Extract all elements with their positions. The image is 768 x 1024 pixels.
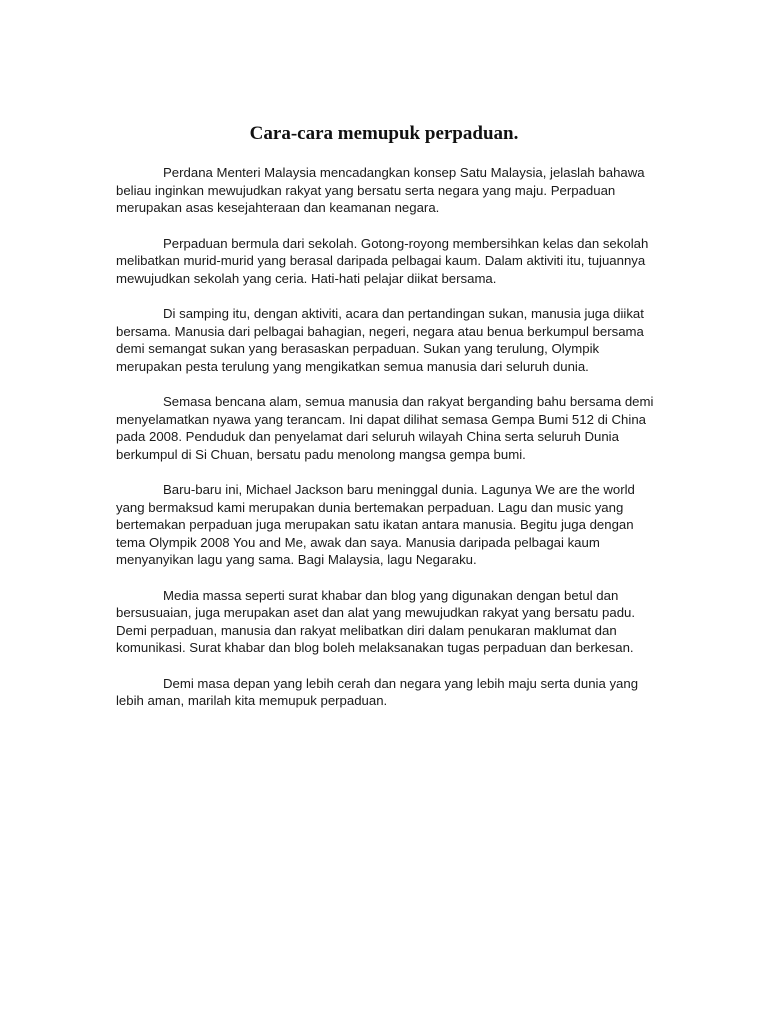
paragraph-line: bersusuaian, juga merupakan aset dan alat yang mewujudkan rakyat yang bersatu padu.: [116, 605, 636, 620]
paragraph-line: Perpaduan bermula dari sekolah. Gotong-royong membersihkan kelas dan sekolah: [163, 235, 649, 251]
paragraph-line: Semasa bencana alam, semua manusia dan rakyat berganding bahu bersama demi: [163, 394, 654, 409]
paragraph-2: [116, 235, 656, 288]
paragraph-3: [116, 305, 656, 375]
paragraph-1: [116, 164, 656, 217]
paragraph-line: merupakan pesta terulung yang mengikatkan semua manusia dari seluruh dunia.: [116, 358, 589, 374]
paragraph-line: bersama. Manusia dari pelbagai bahagian, negeri, negara atau benua berkumpul bersama: [116, 323, 644, 339]
paragraph-line: merupakan asas kesejahteraan dan keamanan negara.: [116, 200, 440, 215]
paragraph-line: Baru-baru ini, Michael Jackson baru meninggal dunia. Lagunya We are the world: [163, 482, 635, 497]
paragraph-line: bertemakan perpaduan juga merupakan satu ikatan antara manusia. Begitu juga dengan: [116, 517, 634, 532]
paragraph-6: [116, 587, 656, 657]
paragraph-4: [116, 393, 656, 463]
paragraph-line: Di samping itu, dengan aktiviti, acara dan pertandingan sukan, manusia juga diikat: [163, 306, 644, 321]
paragraph-line: Perdana Menteri Malaysia mencadangkan konsep Satu Malaysia, jelaslah bahawa: [163, 165, 645, 180]
paragraph-line: tema Olympik 2008 You and Me, awak dan saya. Manusia daripada pelbagai kaum: [116, 534, 600, 550]
paragraph-line: Demi masa depan yang lebih cerah dan negara yang lebih maju serta dunia yang: [163, 675, 639, 691]
paragraph-line: pada 2008. Penduduk dan penyelamat dari seluruh wilayah China serta seluruh Dunia: [116, 429, 619, 444]
document-body: [116, 164, 656, 728]
paragraph-line: Demi perpaduan, manusia dan rakyat melibatkan diri dalam penukaran maklumat dan: [116, 622, 617, 638]
paragraph-line: lebih aman, marilah kita memupuk perpaduan.: [116, 693, 388, 708]
paragraph-line: Media massa seperti surat khabar dan blog yang digunakan dengan betul dan: [163, 587, 619, 603]
paragraph-line: mewujudkan sekolah yang ceria. Hati-hati pelajar diikat bersama.: [116, 270, 497, 286]
paragraph-line: komunikasi. Surat khabar dan blog boleh melaksanakan tugas perpaduan dan berkesan.: [116, 640, 634, 655]
paragraph-line: yang bermaksud kami merupakan dunia bertemakan perpaduan. Lagu dan music yang: [116, 499, 624, 515]
paragraph-line: menyelamatkan nyawa yang terancam. Ini dapat dilihat semasa Gempa Bumi 512 di China: [116, 411, 646, 427]
paragraph-line: melibatkan murid-murid yang berasal daripada pelbagai kaum. Dalam aktiviti itu, tujuannya: [116, 253, 646, 268]
paragraph-line: beliau inginkan mewujudkan rakyat yang bersatu serta negara yang maju. Perpaduan: [116, 182, 616, 198]
paragraph-5: [116, 481, 656, 569]
paragraph-line: demi semangat sukan yang berasaskan perpaduan. Sukan yang terulung, Olympik: [116, 341, 600, 356]
paragraph-line: berkumpul di Si Chuan, bersatu padu menolong mangsa gempa bumi.: [116, 446, 526, 462]
paragraph-line: menyanyikan lagu yang sama. Bagi Malaysia, lagu Negaraku.: [116, 552, 477, 567]
document-title: Cara-cara memupuk perpaduan.: [249, 123, 519, 144]
paragraph-7: [116, 675, 656, 710]
